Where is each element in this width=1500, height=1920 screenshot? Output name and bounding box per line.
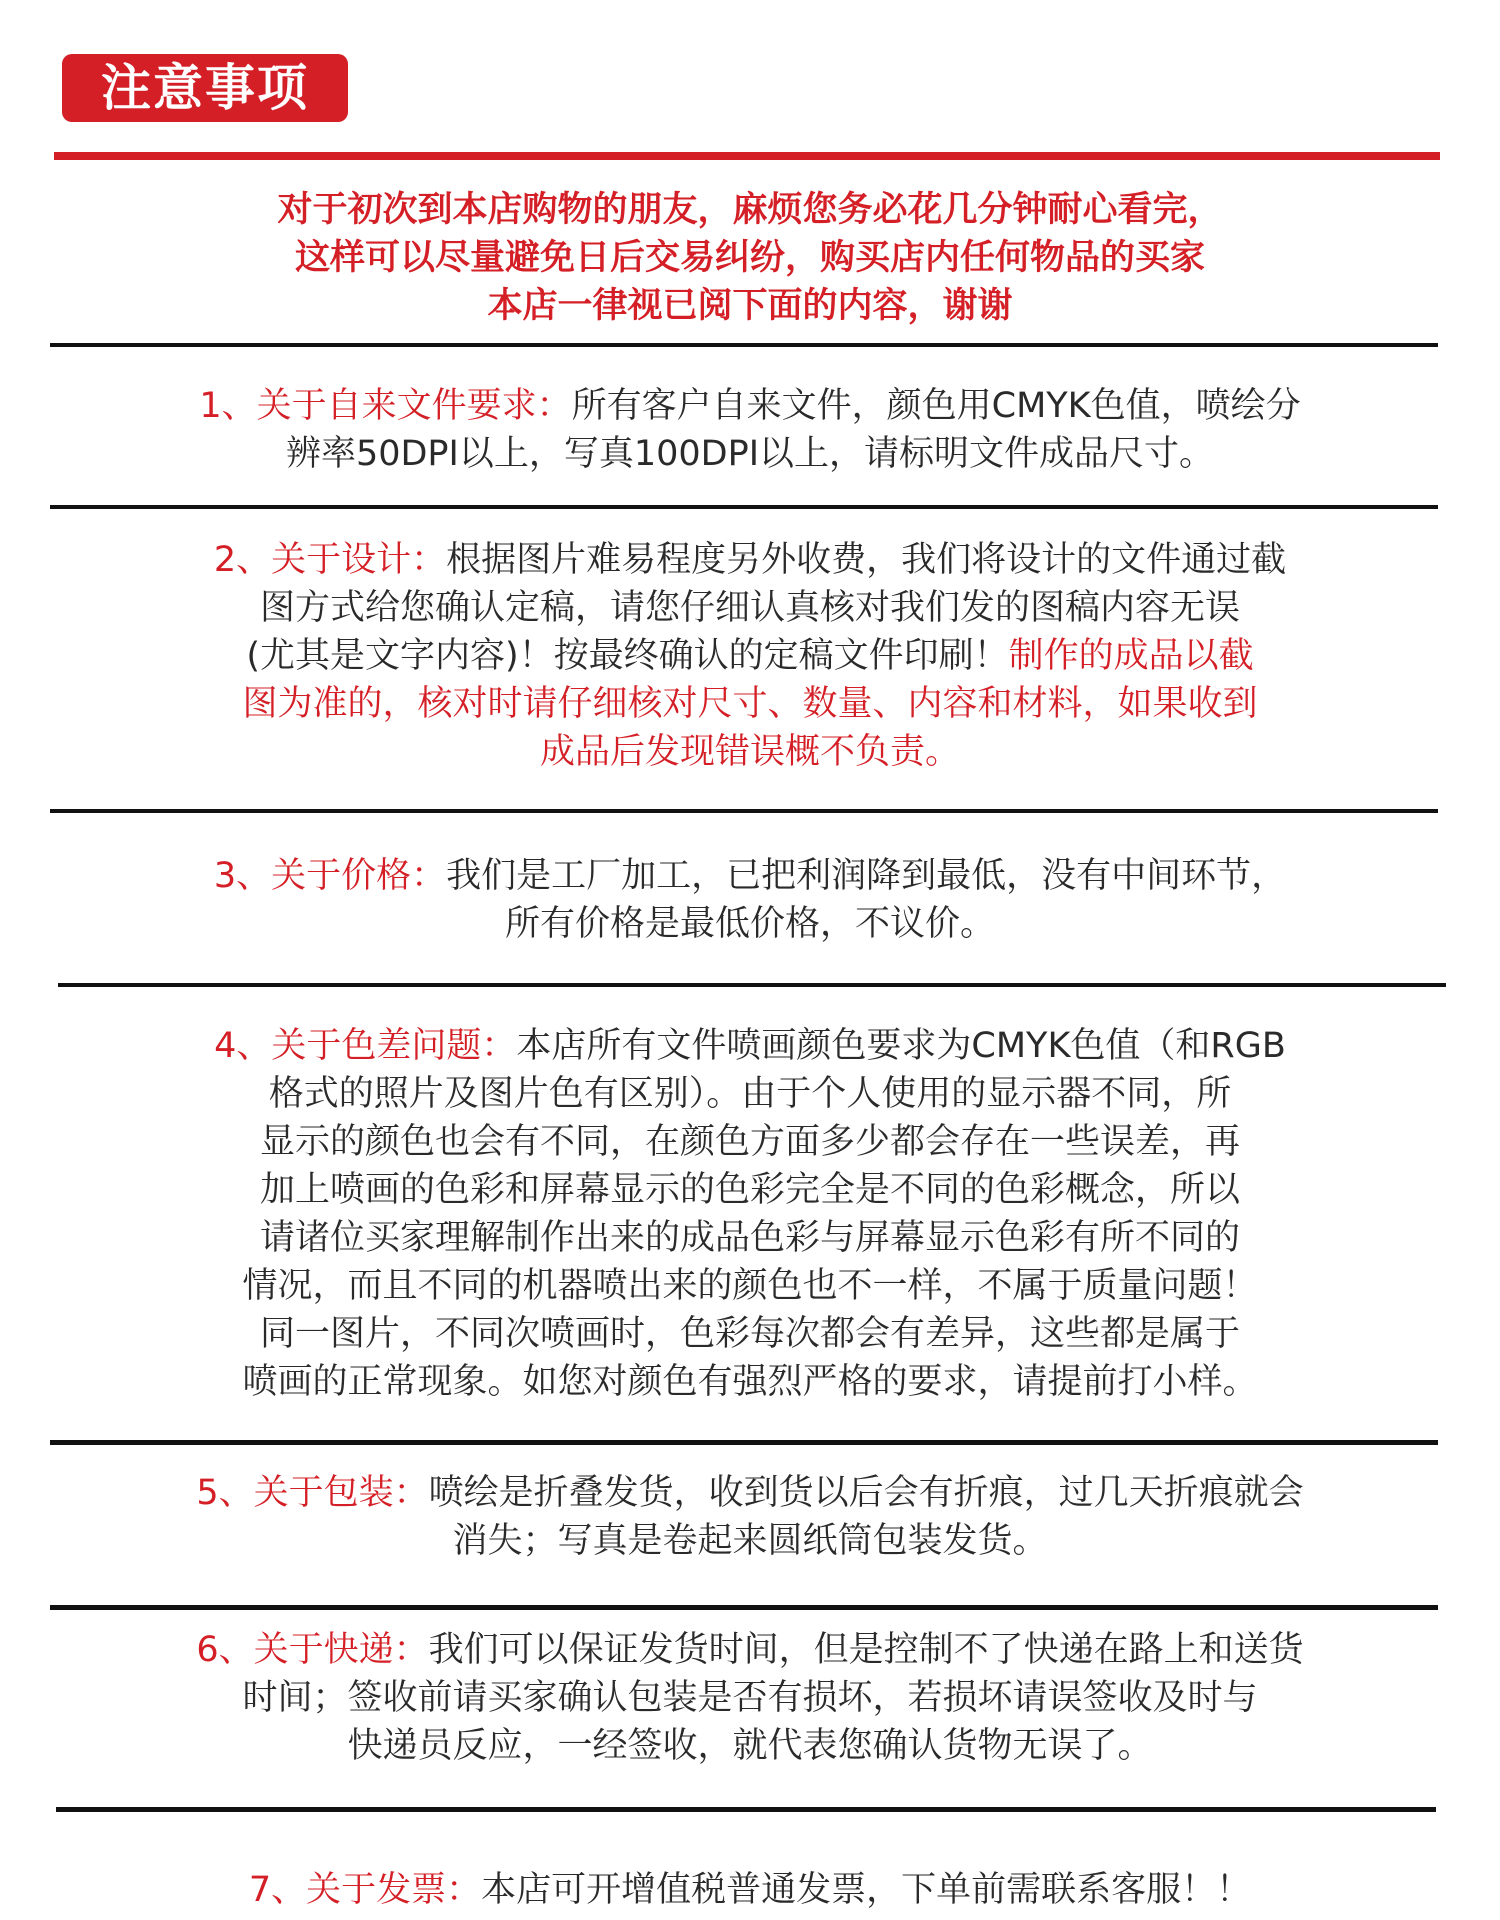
section-text: 格式的照片及图片色有区别）。由于个人使用的显示器不同，所: [268, 1074, 1232, 1114]
intro-notice: [100, 186, 1400, 330]
intro-line: 本店一律视已阅下面的内容，谢谢: [487, 286, 1013, 326]
section-text: 请诸位买家理解制作出来的成品色彩与屏幕显示色彩有所不同的: [259, 1218, 1240, 1258]
section-text: 同一图片，不同次喷画时，色彩每次都会有差异，这些都是属于: [259, 1314, 1240, 1354]
section-text: 所有客户自来文件，颜色用CMYK色值，喷绘分: [571, 386, 1301, 426]
section-label: 2、关于设计：: [213, 540, 447, 580]
section-text: 情况，而且不同的机器喷出来的颜色也不一样，不属于质量问题！: [242, 1266, 1258, 1306]
section-express: [100, 1626, 1400, 1770]
section-label: 4、关于色差问题：: [214, 1026, 517, 1066]
section-warning-text: 制作的成品以截: [1008, 636, 1254, 676]
page-title: 注意事项: [62, 54, 348, 122]
section-text: 辨率50DPI以上，写真100DPI以上，请标明文件成品尺寸。: [285, 434, 1215, 474]
section-price: [100, 852, 1400, 948]
section-packaging: [100, 1469, 1400, 1565]
section-text: 我们可以保证发货时间，但是控制不了快递在路上和送货: [428, 1630, 1304, 1670]
section-text: 消失；写真是卷起来圆纸筒包装发货。: [452, 1521, 1048, 1561]
section-color-difference: [100, 1022, 1400, 1406]
section-label: 7、关于发票：: [248, 1870, 482, 1910]
section-label: 1、关于自来文件要求：: [199, 386, 572, 426]
section-label: 6、关于快递：: [196, 1630, 429, 1670]
section-text: 本店所有文件喷画颜色要求为CMYK色值（和RGB: [516, 1026, 1286, 1066]
section-text: 加上喷画的色彩和屏幕显示的色彩完全是不同的色彩概念，所以: [259, 1170, 1240, 1210]
section-divider: [50, 1605, 1438, 1610]
section-file-requirements: [100, 382, 1400, 478]
section-text: 根据图片难易程度另外收费，我们将设计的文件通过截: [446, 540, 1287, 580]
section-text: 喷画的正常现象。如您对颜色有强烈严格的要求，请提前打小样。: [242, 1362, 1258, 1402]
section-design: [100, 536, 1400, 776]
section-invoice: [100, 1866, 1400, 1914]
section-text: 我们是工厂加工，已把利润降到最低，没有中间环节，: [446, 856, 1287, 896]
title-divider: [54, 152, 1440, 160]
section-warning-text: 成品后发现错误概不负责。: [539, 732, 960, 772]
section-text: 所有价格是最低价格，不议价。: [504, 904, 995, 944]
section-divider: [56, 1807, 1436, 1812]
section-divider: [50, 343, 1438, 347]
section-text: 时间；签收前请买家确认包装是否有损坏，若损坏请误签收及时与: [242, 1678, 1258, 1718]
section-text: 显示的颜色也会有不同，在颜色方面多少都会存在一些误差，再: [259, 1122, 1240, 1162]
section-text: 本店可开增值税普通发票，下单前需联系客服！！: [481, 1870, 1252, 1910]
intro-line: 这样可以尽量避免日后交易纠纷，购买店内任何物品的买家: [294, 238, 1205, 278]
section-text: (尤其是文字内容)！按最终确认的定稿文件印刷！: [246, 636, 1009, 676]
section-text: 喷绘是折叠发货，收到货以后会有折痕，过几天折痕就会: [428, 1473, 1304, 1513]
section-divider: [58, 983, 1446, 987]
section-warning-text: 图为准的，核对时请仔细核对尺寸、数量、内容和材料，如果收到: [242, 684, 1258, 724]
section-divider: [50, 505, 1438, 509]
section-label: 5、关于包装：: [196, 1473, 429, 1513]
section-text: 图方式给您确认定稿，请您仔细认真核对我们发的图稿内容无误: [259, 588, 1240, 628]
section-text: 快递员反应，一经签收，就代表您确认货物无误了。: [347, 1726, 1153, 1766]
intro-line: 对于初次到本店购物的朋友，麻烦您务必花几分钟耐心看完，: [277, 190, 1223, 230]
section-label: 3、关于价格：: [213, 856, 447, 896]
section-divider: [50, 809, 1438, 813]
section-divider: [50, 1440, 1438, 1445]
